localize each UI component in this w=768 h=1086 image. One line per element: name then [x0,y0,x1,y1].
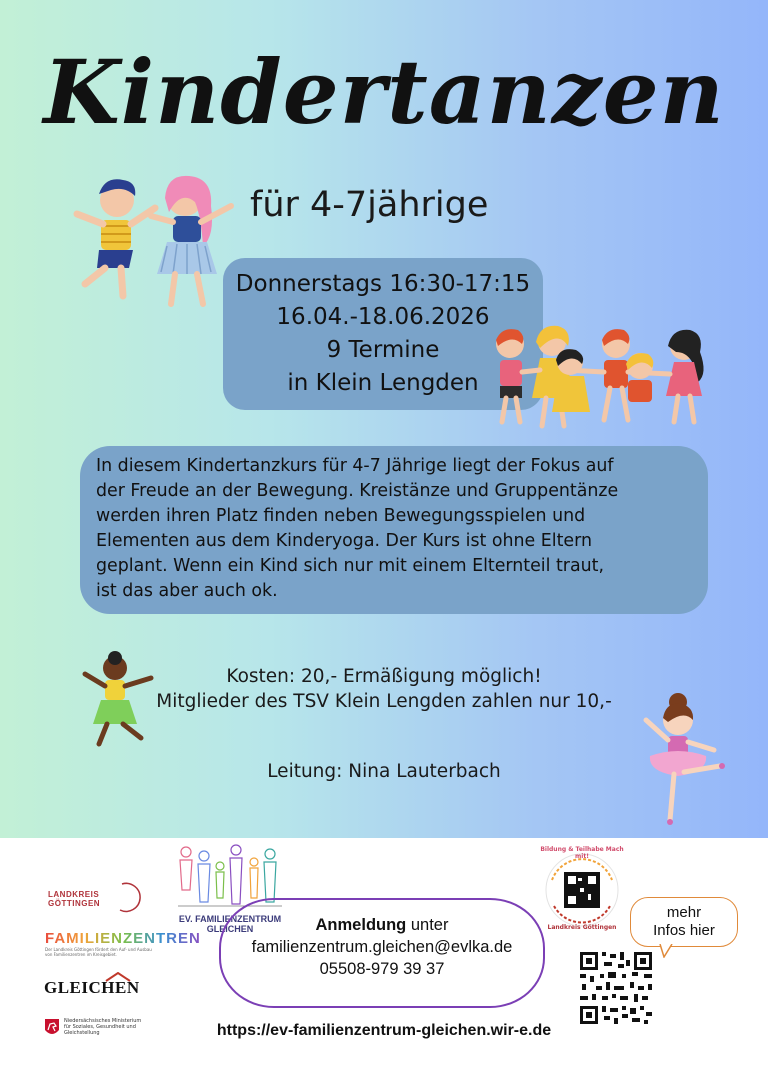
course-leader: Leitung: Nina Lauterbach [267,761,501,782]
bubble-tail-icon [658,944,674,958]
description-line: Elementen aus dem Kinderyoga. Der Kurs ist ohne Eltern [96,531,592,551]
familienzentren-label: FAMILIENZENTREN [45,930,201,947]
familienzentren-note: Der Landkreis Göttingen fördert den Auf- und Ausbau von Familienzentren im Kreisgebiet. [45,947,152,957]
landkreis-arc-icon [116,880,142,914]
more-info-line-1: mehr [666,904,702,921]
gleichen-roof-icon [104,972,132,982]
landkreis-goettingen-logo [48,880,148,910]
schedule-location: in Klein Lengden [287,370,479,396]
costs-line-1: Kosten: 20,- Ermäßigung möglich! [226,666,542,687]
bildung-teilhabe-label: Bildung & Teilhabe Mach mit! [540,846,624,860]
description-line: ist das aber auch ok. [96,581,278,601]
landkreis-goettingen-label: LANDKREIS GÖTTINGEN [48,890,101,908]
kids-dancing-row-illustration [488,322,713,438]
costs-line-2: Mitglieder des TSV Klein Lengden zahlen nur 10,- [156,691,612,712]
more-info-line-2: Infos hier [653,922,715,939]
description-box [80,446,708,614]
gleichen-label: GLEICHEN [44,978,140,997]
description-line: In diesem Kindertanzkurs für 4-7 Jährige liegt der Fokus auf [96,456,614,476]
info-qr-code[interactable] [578,950,654,1026]
ev-familienzentrum-label-2: GLEICHEN [206,924,254,934]
website-url[interactable]: https://ev-familienzentrum-gleichen.wir-e.de [216,1022,552,1039]
registration-bold-label: Anmeldung [315,916,407,934]
registration-info [219,914,545,980]
poster-subtitle: für 4-7jährige [250,185,489,225]
schedule-weekday-time: Donnerstags 16:30-17:15 [235,271,531,297]
schedule-session-count: 9 Termine [326,337,440,363]
registration-heading-rest: unter [406,916,449,934]
description-line: der Freude an der Bewegung. Kreistänze und Gruppentänze [96,481,619,501]
ev-familienzentrum-label-1: EV. FAMILIENZENTRUM [178,914,282,924]
description-line: werden ihren Platz finden neben Bewegungsspielen und [96,506,586,526]
gleichen-logo [44,978,144,1006]
ballerina-illustration [628,690,732,830]
ministerium-label: Niedersächsisches Ministerium für Soziales, Gesundheit und Gleichstellung [64,1018,142,1036]
costs-text [100,664,668,714]
kids-illustration-top-left [55,172,245,320]
schedule-date-range: 16.04.-18.06.2026 [276,304,490,330]
bildung-teilhabe-logo [540,846,624,931]
registration-email[interactable]: familienzentrum.gleichen@evlka.de [251,938,513,956]
bildung-teilhabe-landkreis-label: Landkreis Göttingen [547,924,617,931]
familienzentren-logo [45,930,201,960]
registration-heading [219,914,545,936]
bildung-teilhabe-circle-icon [542,850,622,930]
more-info-bubble [630,897,738,947]
description-line: geplant. Wenn ein Kind sich nur mit einem Elternteil traut, [96,556,604,576]
registration-phone[interactable]: 05508-979 39 37 [319,960,445,978]
poster-title: Kindertanzen [43,40,725,144]
